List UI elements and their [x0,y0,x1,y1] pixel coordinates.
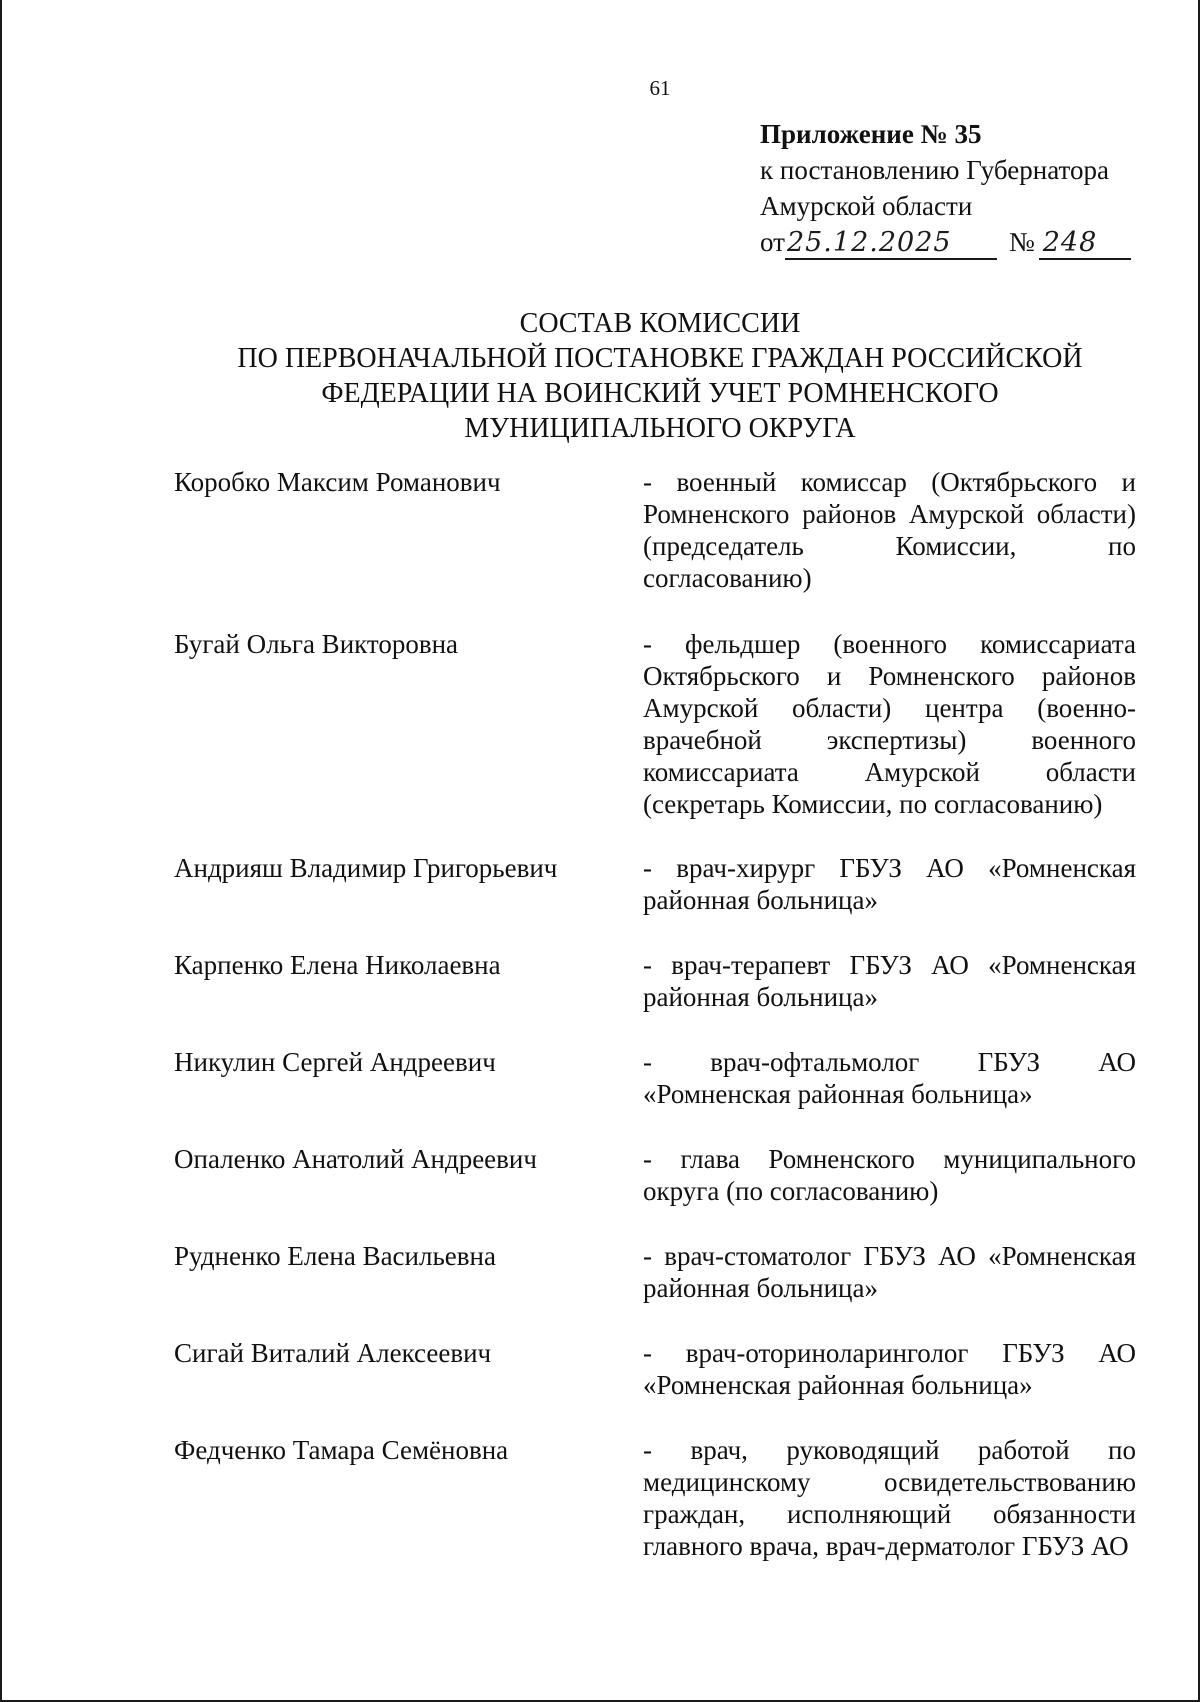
member-row [174,466,1136,594]
title-line: СОСТАВ КОМИССИИ [519,308,801,339]
member-role: - военный комиссар (Октябрьского и Ромненского районов Амурской области) (председатель Комиссии, по согласованию) [643,467,1136,593]
member-row [174,1434,1136,1562]
member-role: - врач-терапевт ГБУЗ АО «Ромненская районная больница» [643,950,1136,1012]
member-name: Опаленко Анатолий Андреевич [174,1144,537,1174]
appendix-reference: к постановлению Губернатора [760,155,1109,185]
member-role: - врач, руководящий работой по медицинскому освидетельствованию граждан, исполняющий обязанности главного врача, врач-дерматолог ГБУЗ АО [643,1435,1136,1561]
handwritten-number: 248 [1039,228,1131,260]
appendix-number: Приложение № 35 [760,119,982,149]
title-line: ПО ПЕРВОНАЧАЛЬНОЙ ПОСТАНОВКЕ ГРАЖДАН РОССИЙСКОЙ [237,343,1083,374]
member-name: Андрияш Владимир Григорьевич [174,853,558,883]
members-list [174,466,1136,1562]
number-prefix: № [1008,227,1035,257]
title-line: МУНИЦИПАЛЬНОГО ОКРУГА [464,413,856,444]
member-row [174,628,1136,820]
member-name: Сигай Виталий Алексеевич [174,1338,492,1368]
member-role: - глава Ромненского муниципального округа (по согласованию) [643,1144,1136,1206]
member-role: - фельдшер (военного комиссариата Октябрьского и Ромненского районов Амурской области) центра (военно-врачебной экспертизы) военного комиссариата Амурской области (секретарь Комиссии, по согласованию) [643,629,1136,819]
member-row [174,1143,1136,1207]
member-row [174,852,1136,916]
document-title [0,306,1200,446]
member-role: - врач-стоматолог ГБУЗ АО «Ромненская районная больница» [643,1241,1136,1303]
member-row [174,1240,1136,1304]
page-number: 61 [649,76,671,100]
member-name: Карпенко Елена Николаевна [174,950,501,980]
date-prefix: от [760,227,785,257]
member-row [174,1337,1136,1401]
member-role: - врач-офтальмолог ГБУЗ АО «Ромненская районная больница» [643,1047,1136,1109]
member-role: - врач-хирург ГБУЗ АО «Ромненская районная больница» [643,853,1136,915]
member-name: Бугай Ольга Викторовна [174,629,459,659]
member-row [174,1046,1136,1110]
title-line: ФЕДЕРАЦИИ НА ВОИНСКИЙ УЧЕТ РОМНЕНСКОГО [321,378,999,409]
member-role: - врач-оториноларинголог ГБУЗ АО «Ромненская районная больница» [643,1338,1136,1400]
member-name: Никулин Сергей Андреевич [174,1047,496,1077]
appendix-date-line [760,224,1131,260]
member-name: Рудненко Елена Васильевна [174,1241,496,1271]
handwritten-date: 25.12.2025 [785,228,997,260]
member-row [174,949,1136,1013]
appendix-region: Амурской области [760,191,973,221]
member-name: Федченко Тамара Семёновна [174,1435,509,1465]
appendix-block [760,116,1131,260]
member-name: Коробко Максим Романович [174,467,501,497]
